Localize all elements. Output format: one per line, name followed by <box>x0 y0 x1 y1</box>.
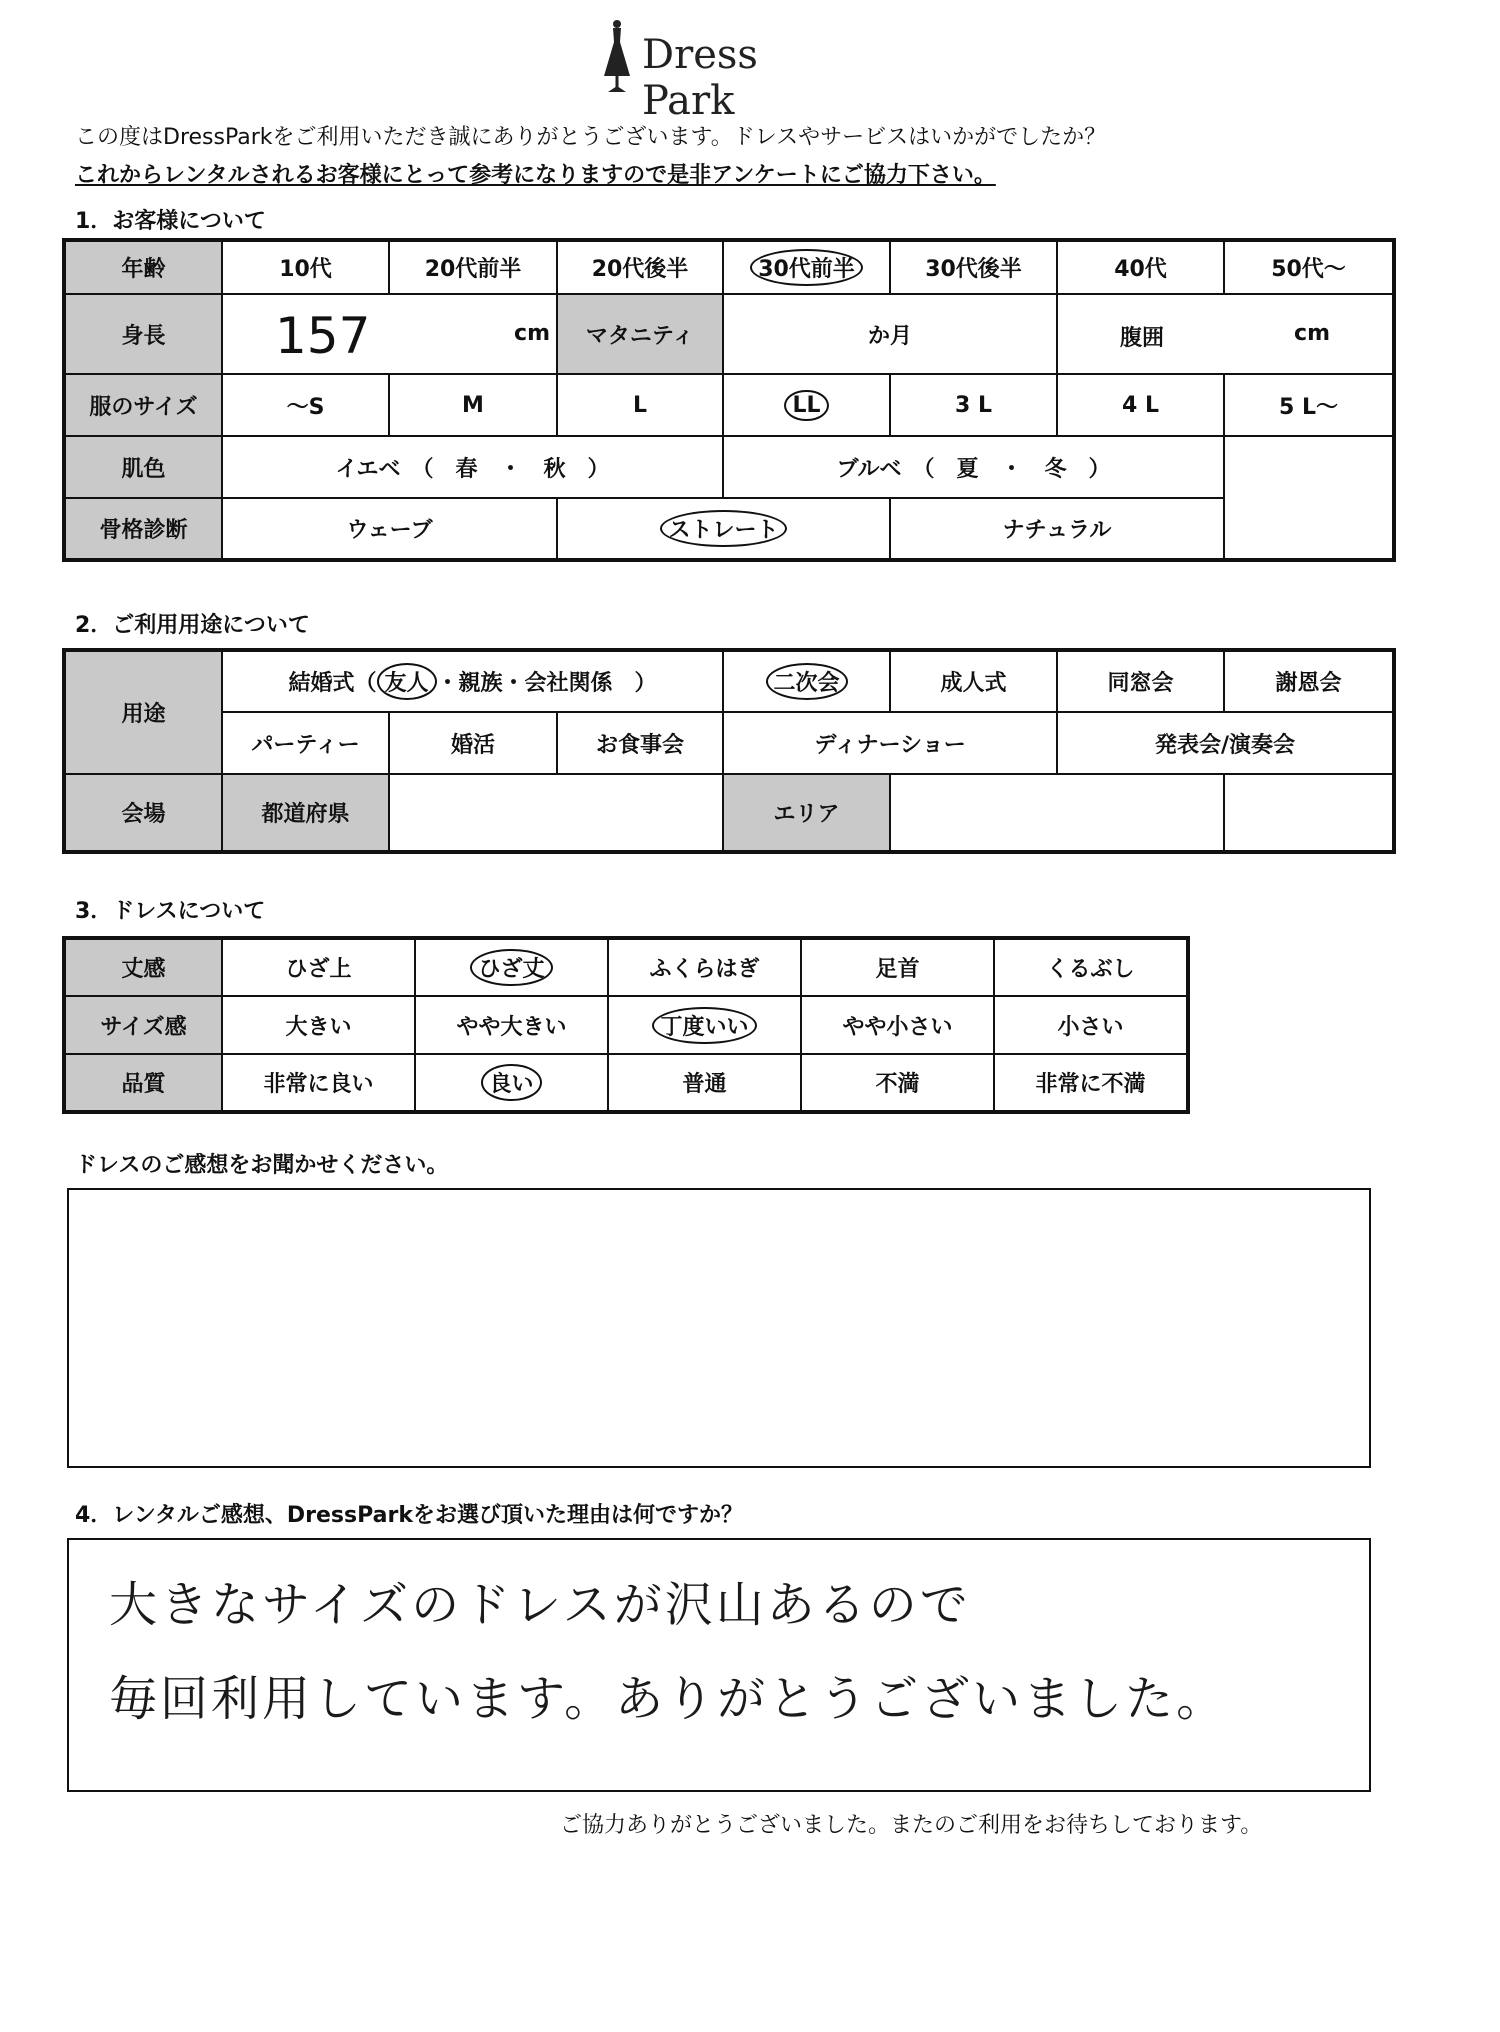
purpose-option[interactable]: ディナーショー <box>723 712 1057 774</box>
fit-option-selected[interactable] <box>608 996 801 1054</box>
size-label: 服のサイズ <box>64 374 222 436</box>
height-row <box>64 294 1394 374</box>
empty-cell <box>1224 774 1394 852</box>
wedding-label: 結婚式（ <box>288 671 377 696</box>
wedding-rest: ・親族・会社関係 ） <box>436 671 657 696</box>
intro-line-2: これからレンタルされるお客様にとって参考になりますので是非アンケートにご協力下さい。 <box>75 163 996 188</box>
height-field[interactable] <box>222 294 557 374</box>
purpose-option[interactable]: 謝恩会 <box>1224 650 1394 712</box>
purpose-option[interactable]: パーティー <box>222 712 389 774</box>
section-1-title: 1．お客様について <box>75 209 266 234</box>
purpose-row-1 <box>64 650 1394 712</box>
fit-row <box>64 996 1188 1054</box>
age-row <box>64 240 1394 294</box>
selection-circle: 友人 <box>377 663 437 700</box>
customer-table <box>62 238 1396 562</box>
length-option[interactable]: 足首 <box>801 938 994 996</box>
selection-circle: 30代前半 <box>750 249 863 286</box>
dress-icon <box>600 18 634 96</box>
length-option[interactable]: くるぶし <box>994 938 1188 996</box>
handwritten-answer-line-1: 大きなサイズのドレスが沢山あるので <box>109 1577 971 1633</box>
quality-label: 品質 <box>64 1054 222 1112</box>
height-unit: cm <box>514 321 550 346</box>
empty-cell <box>1224 436 1394 498</box>
selection-circle: ひざ丈 <box>470 949 552 986</box>
maternity-label: マタニティ <box>557 294 723 374</box>
venue-label: 会場 <box>64 774 222 852</box>
purpose-wedding-option[interactable] <box>222 650 723 712</box>
fit-option[interactable]: やや大きい <box>415 996 608 1054</box>
purpose-option[interactable]: 同窓会 <box>1057 650 1224 712</box>
skin-row <box>64 436 1394 498</box>
waist-field[interactable] <box>1057 294 1394 374</box>
selection-circle: ストレート <box>660 510 786 547</box>
size-option[interactable]: 5 L〜 <box>1224 374 1394 436</box>
quality-option[interactable]: 非常に不満 <box>994 1054 1188 1112</box>
skin-yellow-option[interactable]: イエベ （ 春 ・ 秋 ） <box>222 436 723 498</box>
frame-option[interactable]: ナチュラル <box>890 498 1224 560</box>
frame-label: 骨格診断 <box>64 498 222 560</box>
length-option-selected[interactable] <box>415 938 608 996</box>
purpose-option-selected[interactable] <box>723 650 890 712</box>
quality-row <box>64 1054 1188 1112</box>
venue-row <box>64 774 1394 852</box>
size-option[interactable]: M <box>389 374 557 436</box>
quality-option[interactable]: 非常に良い <box>222 1054 415 1112</box>
logo <box>600 16 860 124</box>
size-option[interactable]: 3 L <box>890 374 1057 436</box>
intro-line-1: この度はDressParkをご利用いただき誠にありがとうございます。ドレスやサービスはいかがでしたか？ <box>75 125 1107 150</box>
height-value: 157 <box>275 307 371 365</box>
age-option[interactable]: 20代後半 <box>557 240 723 294</box>
maternity-months-field[interactable]: か月 <box>723 294 1057 374</box>
rental-comment-box[interactable] <box>67 1538 1371 1792</box>
length-option[interactable]: ひざ上 <box>222 938 415 996</box>
length-label: 丈感 <box>64 938 222 996</box>
selection-circle: 丁度いい <box>652 1007 756 1044</box>
fit-option[interactable]: 小さい <box>994 996 1188 1054</box>
quality-option[interactable]: 普通 <box>608 1054 801 1112</box>
size-option[interactable]: L <box>557 374 723 436</box>
purpose-option[interactable]: 成人式 <box>890 650 1057 712</box>
skin-blue-option[interactable]: ブルベ （ 夏 ・ 冬 ） <box>723 436 1224 498</box>
frame-option[interactable]: ウェーブ <box>222 498 557 560</box>
age-option[interactable]: 30代後半 <box>890 240 1057 294</box>
area-label: エリア <box>723 774 890 852</box>
waist-unit: cm <box>1294 321 1330 346</box>
dress-comment-label: ドレスのご感想をお聞かせください。 <box>75 1153 449 1178</box>
fit-option[interactable]: やや小さい <box>801 996 994 1054</box>
quality-option-selected[interactable] <box>415 1054 608 1112</box>
fit-label: サイズ感 <box>64 996 222 1054</box>
section-3-title: 3．ドレスについて <box>75 899 266 924</box>
purpose-option[interactable]: 発表会/演奏会 <box>1057 712 1394 774</box>
area-field[interactable] <box>890 774 1224 852</box>
quality-option[interactable]: 不満 <box>801 1054 994 1112</box>
age-option[interactable]: 20代前半 <box>389 240 557 294</box>
purpose-label: 用途 <box>64 650 222 774</box>
brand-name: Dress Park <box>642 32 758 124</box>
prefecture-label: 都道府県 <box>222 774 389 852</box>
dress-table <box>62 936 1190 1114</box>
size-row <box>64 374 1394 436</box>
age-option[interactable]: 40代 <box>1057 240 1224 294</box>
age-option-selected[interactable] <box>723 240 890 294</box>
purpose-row-2 <box>64 712 1394 774</box>
length-row <box>64 938 1188 996</box>
height-label: 身長 <box>64 294 222 374</box>
age-option[interactable]: 50代〜 <box>1224 240 1394 294</box>
usage-table <box>62 648 1396 854</box>
frame-row <box>64 498 1394 560</box>
dress-comment-box[interactable] <box>67 1188 1371 1468</box>
skin-label: 肌色 <box>64 436 222 498</box>
size-option[interactable]: 〜S <box>222 374 389 436</box>
size-option-selected[interactable] <box>723 374 890 436</box>
size-option[interactable]: 4 L <box>1057 374 1224 436</box>
purpose-option[interactable]: お食事会 <box>557 712 723 774</box>
empty-cell <box>1224 498 1394 560</box>
frame-option-selected[interactable] <box>557 498 890 560</box>
section-2-title: 2．ご利用用途について <box>75 613 310 638</box>
selection-circle: 良い <box>481 1064 541 1101</box>
waist-label: 腹囲 <box>1120 326 1165 351</box>
length-option[interactable]: ふくらはぎ <box>608 938 801 996</box>
purpose-option[interactable]: 婚活 <box>389 712 557 774</box>
prefecture-field[interactable] <box>389 774 723 852</box>
selection-circle: LL <box>784 390 828 421</box>
selection-circle: 二次会 <box>766 663 848 700</box>
footer-thanks: ご協力ありがとうございました。またのご利用をお待ちしております。 <box>560 1813 1263 1838</box>
section-4-title: 4．レンタルご感想、DressParkをお選び頂いた理由は何ですか？ <box>75 1503 743 1528</box>
age-option[interactable]: 10代 <box>222 240 389 294</box>
handwritten-answer-line-2: 毎回利用しています。ありがとうございました。 <box>109 1671 1228 1727</box>
age-label: 年齢 <box>64 240 222 294</box>
fit-option[interactable]: 大きい <box>222 996 415 1054</box>
